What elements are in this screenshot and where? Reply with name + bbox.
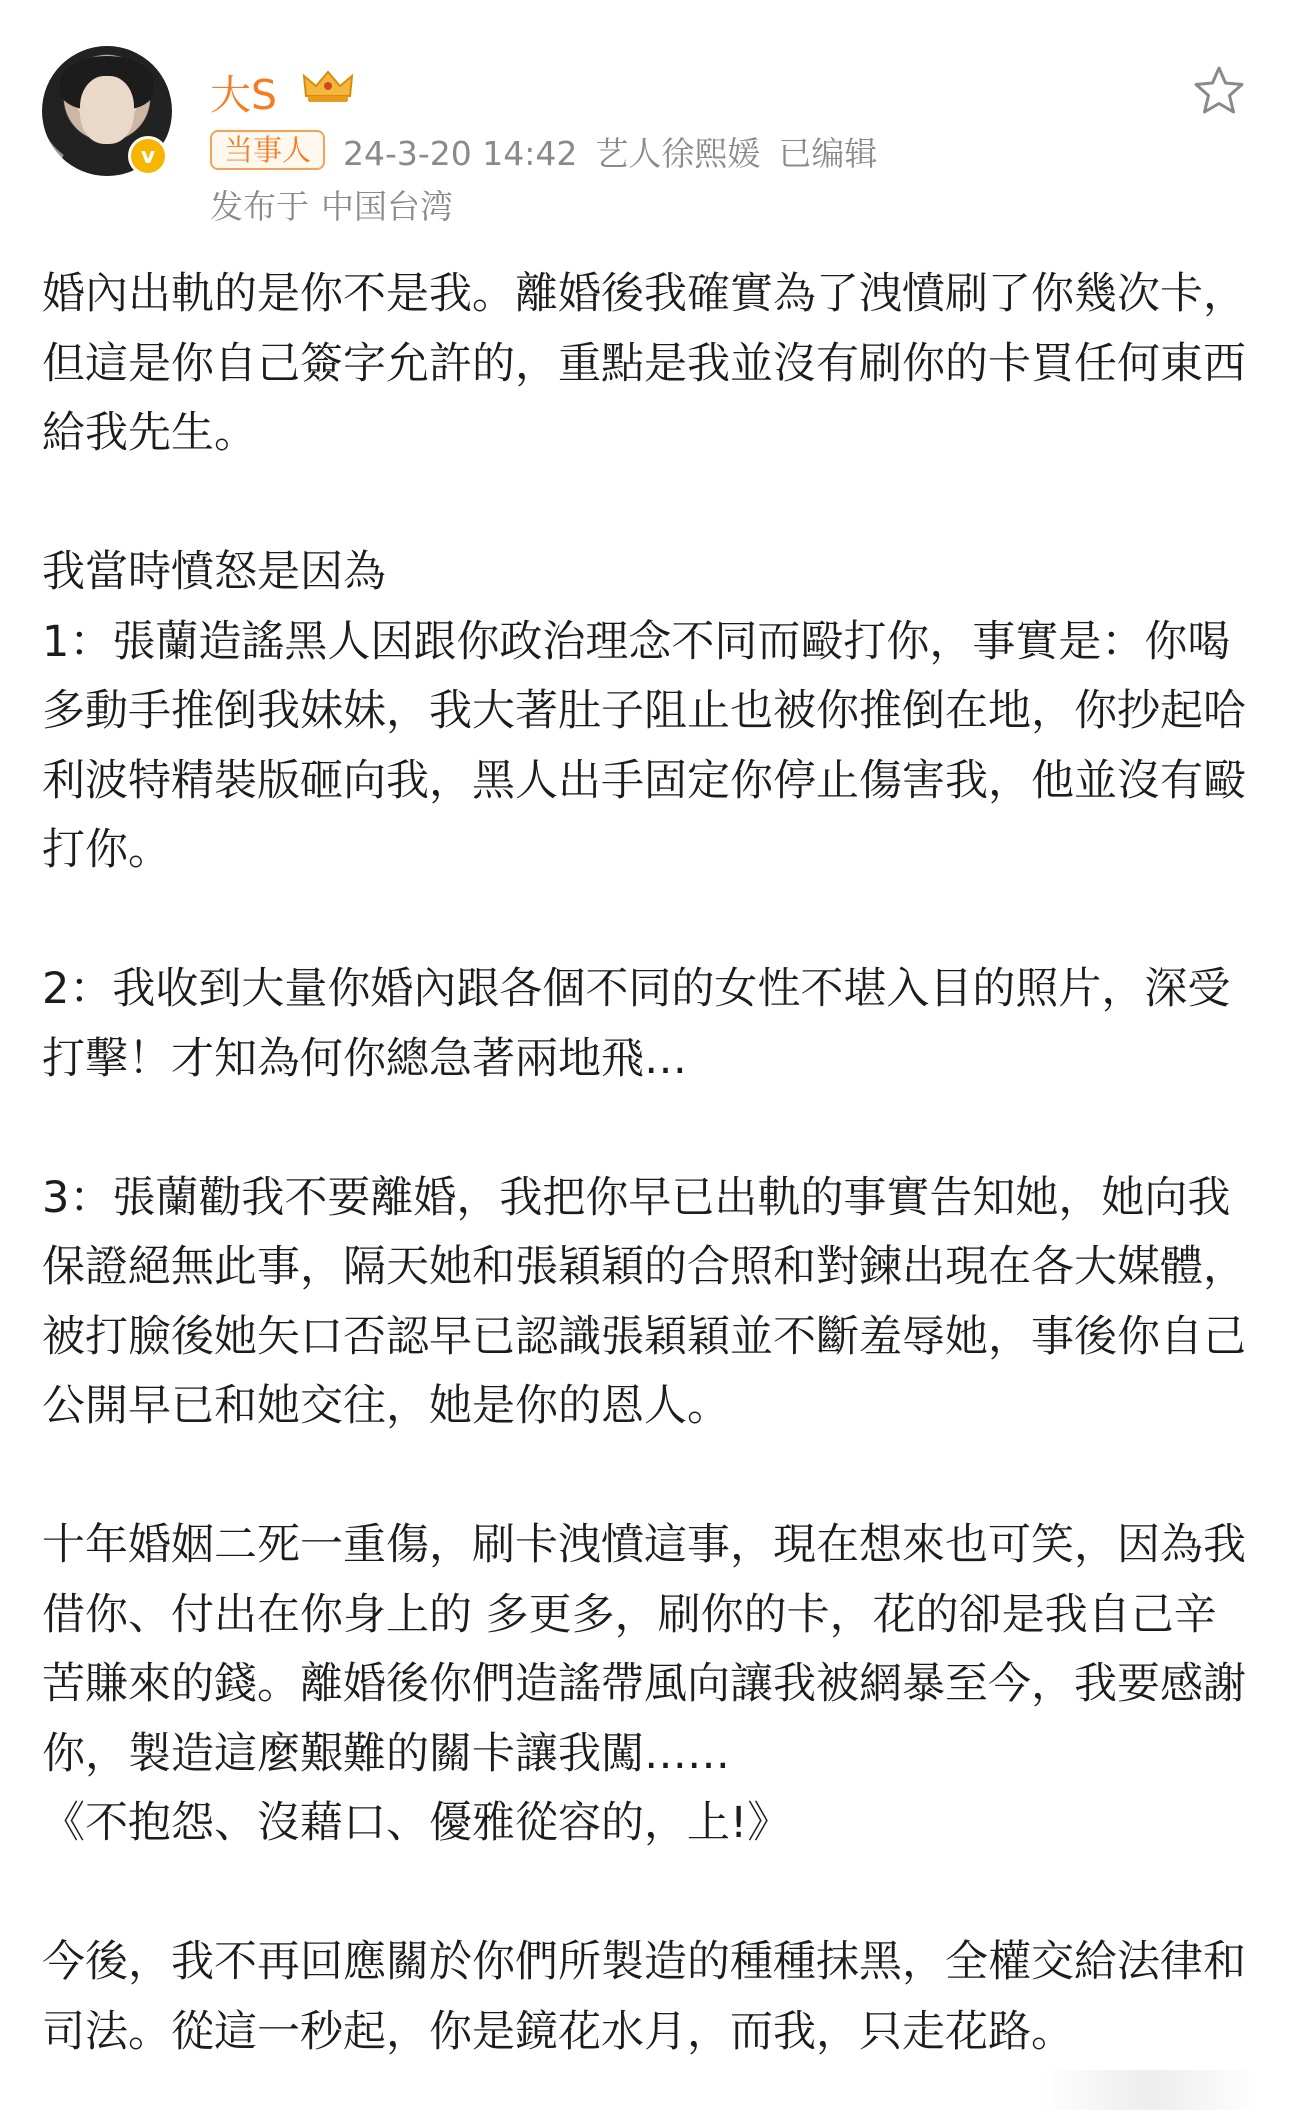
location-prefix: 发布于	[210, 187, 309, 226]
post-timestamp: 24-3-20 14:42	[343, 134, 578, 173]
paragraph-gap	[42, 886, 1252, 956]
avatar-face	[80, 76, 134, 144]
paragraph-gap	[42, 1442, 1252, 1512]
body-paragraph-3: 1：張蘭造謠黑人因跟你政治理念不同而毆打你，事實是：你喝多動手推倒我妹妹，我大著肚子阻止也被你推倒在地，你抄起哈利波特精裝版砸向我，黑人出手固定你停止傷害我，他並沒有毆打你。	[42, 616, 1246, 875]
post-location	[210, 181, 465, 228]
location-name: 中国台湾	[321, 187, 453, 226]
body-paragraph-6: 十年婚姻二死一重傷，刷卡洩憤這事，現在想來也可笑，因為我借你、付出在你身上的 多更多，刷你的卡，花的卻是我自己辛苦賺來的錢。離婚後你們造謠帶風向讓我被網暴至今，我要感謝你，製造這麼艱難的關卡讓我闖……	[42, 1520, 1246, 1779]
post-meta	[343, 128, 895, 175]
body-paragraph-5: 3：張蘭勸我不要離婚，我把你早已出軌的事實告知她，她向我保證絕無此事，隔天她和張穎穎的合照和對鍊出現在各大媒體，被打臉後她矢口否認早已認識張穎穎並不斷羞辱她，事後你自己公開早已和她交往，她是你的恩人。	[42, 1172, 1246, 1431]
verified-badge-icon: v	[128, 136, 168, 176]
edited-label[interactable]: 已编辑	[778, 134, 878, 173]
body-paragraph-8: 今後，我不再回應關於你們所製造的種種抹黑，全權交給法律和司法。從這一秒起，你是鏡花水月，而我，只走花路。	[42, 1937, 1246, 2057]
body-paragraph-1: 婚內出軌的是你不是我。離婚後我確實為了洩憤刷了你幾次卡，但這是你自己簽字允許的，重點是我並沒有刷你的卡買任何東西給我先生。	[42, 269, 1246, 458]
post-source[interactable]: 艺人徐熙媛	[595, 134, 761, 173]
watermark	[1040, 2070, 1260, 2110]
body-paragraph-4: 2：我收到大量你婚內跟各個不同的女性不堪入目的照片，深受打擊！才知為何你總急著兩地飛…	[42, 964, 1231, 1084]
body-paragraph-2: 我當時憤怒是因為	[42, 547, 386, 597]
paragraph-gap	[42, 469, 1252, 539]
crown-icon	[300, 66, 356, 106]
role-tag: 当事人	[210, 130, 325, 170]
post-body	[42, 260, 1252, 2067]
star-icon[interactable]	[1190, 62, 1248, 120]
paragraph-gap	[42, 1859, 1252, 1929]
paragraph-gap	[42, 1094, 1252, 1164]
author-name[interactable]: 大S	[210, 71, 278, 119]
body-paragraph-7: 《不抱怨、沒藉口、優雅從容的，上!》	[42, 1798, 791, 1848]
